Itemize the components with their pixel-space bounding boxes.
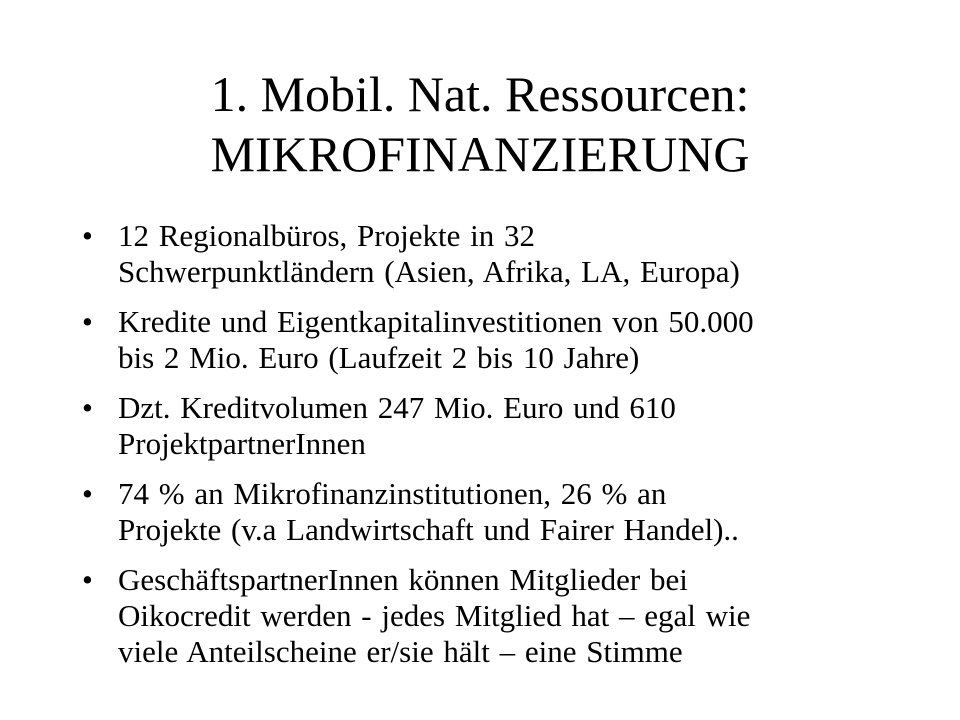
bullet-text [118,390,882,462]
bullet-item [82,390,882,462]
bullet-icon: • [82,390,93,425]
bullet-icon: • [82,304,93,339]
bullet-text [118,304,882,376]
title-line: MIKROFINANZIERUNG [210,126,750,182]
bullet-icon: • [82,476,93,511]
bullet-line: 12 Regionalbüros, Projekte in 32 [118,218,535,253]
bullet-line: viele Anteilscheine er/sie hält – eine Stimme [118,634,683,669]
bullet-line: bis 2 Mio. Euro (Laufzeit 2 bis 10 Jahre) [118,340,640,375]
bullet-line: Dzt. Kreditvolumen 247 Mio. Euro und 610 [118,390,676,425]
bullet-line: ProjektpartnerInnen [118,426,366,461]
title-line: 1. Mobil. Nat. Ressourcen: [210,66,750,122]
slide-title [60,64,900,184]
bullet-list [82,218,882,684]
bullet-text [118,562,882,670]
bullet-item [82,218,882,290]
bullet-item [82,562,882,670]
bullet-item [82,476,882,548]
bullet-line: Oikocredit werden - jedes Mitglied hat – egal wie [118,598,751,633]
bullet-text [118,218,882,290]
bullet-item [82,304,882,376]
bullet-text [118,476,882,548]
bullet-line: GeschäftspartnerInnen können Mitglieder bei [118,562,688,597]
bullet-icon: • [82,218,93,253]
bullet-line: Schwerpunktländern (Asien, Afrika, LA, Europa) [118,254,740,289]
bullet-line: 74 % an Mikrofinanzinstitutionen, 26 % an [118,476,667,511]
bullet-icon: • [82,562,93,597]
bullet-line: Kredite und Eigentkapitalinvestitionen von 50.000 [118,304,754,339]
bullet-line: Projekte (v.a Landwirtschaft und Fairer Handel).. [118,512,739,547]
